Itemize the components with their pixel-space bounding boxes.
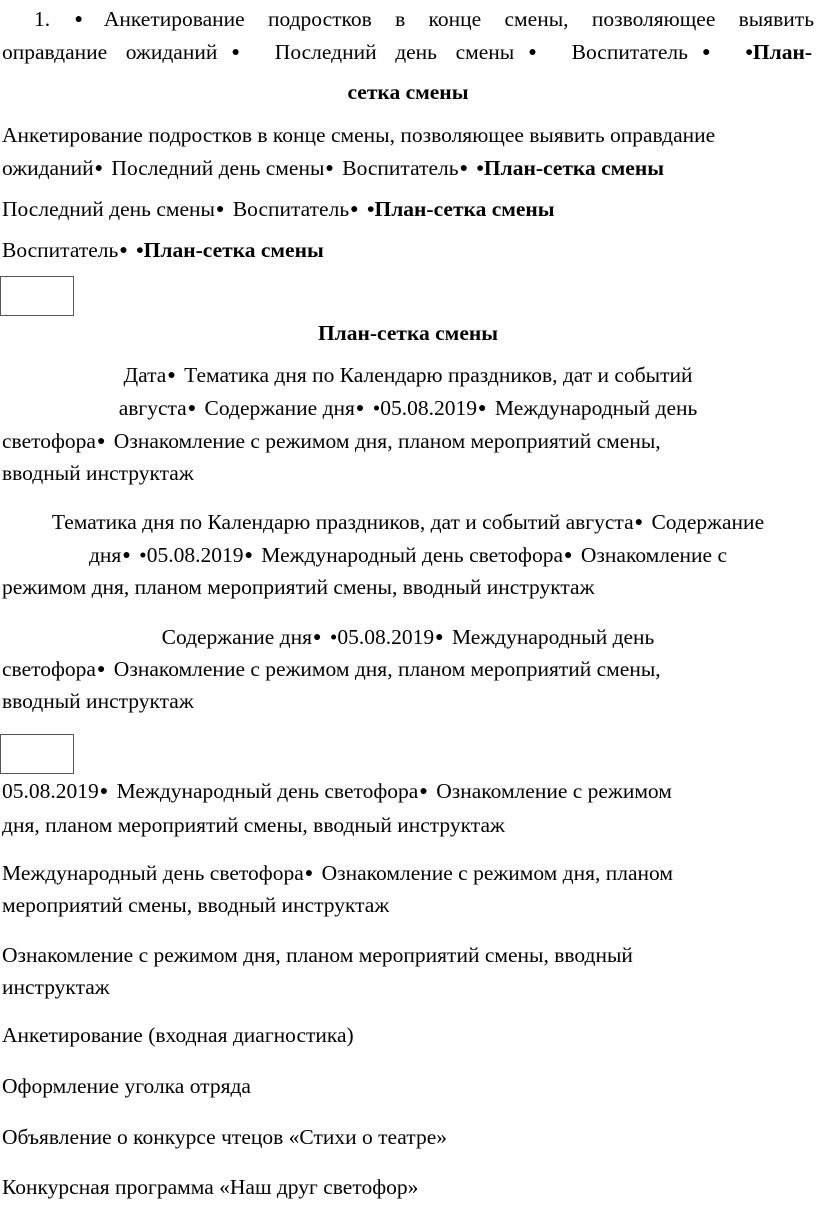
bullet-icon: ● xyxy=(304,866,314,881)
text-line: 1. ● Анкетирование подростков в конце смены, позволяющее выявить xyxy=(34,7,815,31)
text-line: Конкурсная программа «Наш друг светофор» xyxy=(2,1175,419,1199)
bullet-icon: ● xyxy=(325,161,334,176)
text-line: августа● Содержание дня● •05.08.2019● Международный день xyxy=(118,396,698,420)
text-line: Ознакомление с режимом дня, планом мероприятий смены, вводный xyxy=(2,943,633,967)
bullet-icon: ● xyxy=(187,401,197,416)
bullet-icon: ● xyxy=(96,434,106,449)
text-line: Объявление о конкурсе чтецов «Стихи о театре» xyxy=(2,1125,447,1149)
text-line: Международный день светофора● Ознакомление с режимом дня, планом xyxy=(2,861,673,885)
bullet-icon: ● xyxy=(355,401,365,416)
bullet-icon: ● xyxy=(478,401,487,416)
bullet-icon: ● xyxy=(435,630,444,645)
bullet-icon: ● xyxy=(99,784,109,799)
bullet-icon: ● xyxy=(634,515,644,530)
text-line: режимом дня, планом мероприятий смены, вводный инструктаж xyxy=(2,575,595,599)
text-line: мероприятий смены, вводный инструктаж xyxy=(2,893,390,917)
bullet-icon: ● xyxy=(459,161,469,176)
text-line: сетка смены xyxy=(347,80,469,104)
text-line: Дата● Тематика дня по Календарю праздников, дат и событий xyxy=(123,363,693,387)
text-line: Анкетирование подростков в конце смены, позволяющее выявить оправдание xyxy=(2,123,716,147)
bullet-icon: ● xyxy=(244,548,253,563)
text-line: инструктаж xyxy=(2,975,110,999)
bullet-icon: ● xyxy=(167,368,176,383)
bullet-icon: ● xyxy=(122,548,131,563)
section-heading: План-сетка смены xyxy=(317,321,499,345)
text-line: Тематика дня по Календарю праздников, дат и событий августа● Содержание xyxy=(51,510,765,534)
empty-cell xyxy=(0,734,74,774)
bullet-icon: ● xyxy=(688,45,724,60)
text-line: 05.08.2019● Международный день светофора● Ознакомление с режимом xyxy=(2,779,672,803)
bullet-icon: ● xyxy=(218,45,254,60)
bullet-icon: ● xyxy=(350,202,359,217)
bullet-icon: ● xyxy=(94,161,104,176)
text-line: вводный инструктаж xyxy=(2,461,194,485)
text-line: дня, планом мероприятий смены, вводный инструктаж xyxy=(2,813,505,837)
text-line: ожиданий● Последний день смены● Воспитатель● •План-сетка смены xyxy=(2,156,665,180)
text-line: светофора● Ознакомление с режимом дня, планом мероприятий смены, xyxy=(2,657,661,681)
text-line: дня● •05.08.2019● Международный день светофора● Ознакомление с xyxy=(88,543,728,567)
text-line: вводный инструктаж xyxy=(2,689,194,713)
bullet-icon: ● xyxy=(564,548,573,563)
text-line: Последний день смены● Воспитатель● •План-сетка смены xyxy=(2,197,555,221)
text-line: Оформление уголка отряда xyxy=(2,1074,251,1098)
text-line: светофора● Ознакомление с режимом дня, планом мероприятий смены, xyxy=(2,429,661,453)
bullet-icon: ● xyxy=(96,662,106,677)
text-line: Содержание дня● •05.08.2019● Международный день xyxy=(161,625,655,649)
bullet-icon: ● xyxy=(74,12,101,27)
bullet-icon: ● xyxy=(215,202,225,217)
bullet-icon: ● xyxy=(419,784,428,799)
text-line: Анкетирование (входная диагностика) xyxy=(2,1023,354,1047)
bullet-icon: ● xyxy=(312,630,322,645)
bullet-icon: ● xyxy=(515,45,551,60)
bullet-icon: ● xyxy=(119,243,128,258)
empty-cell xyxy=(0,276,74,316)
text-line: Воспитатель● •План-сетка смены xyxy=(2,238,324,262)
text-line: оправдание ожиданий● Последний день смены● Воспитатель● •План- xyxy=(2,40,813,64)
